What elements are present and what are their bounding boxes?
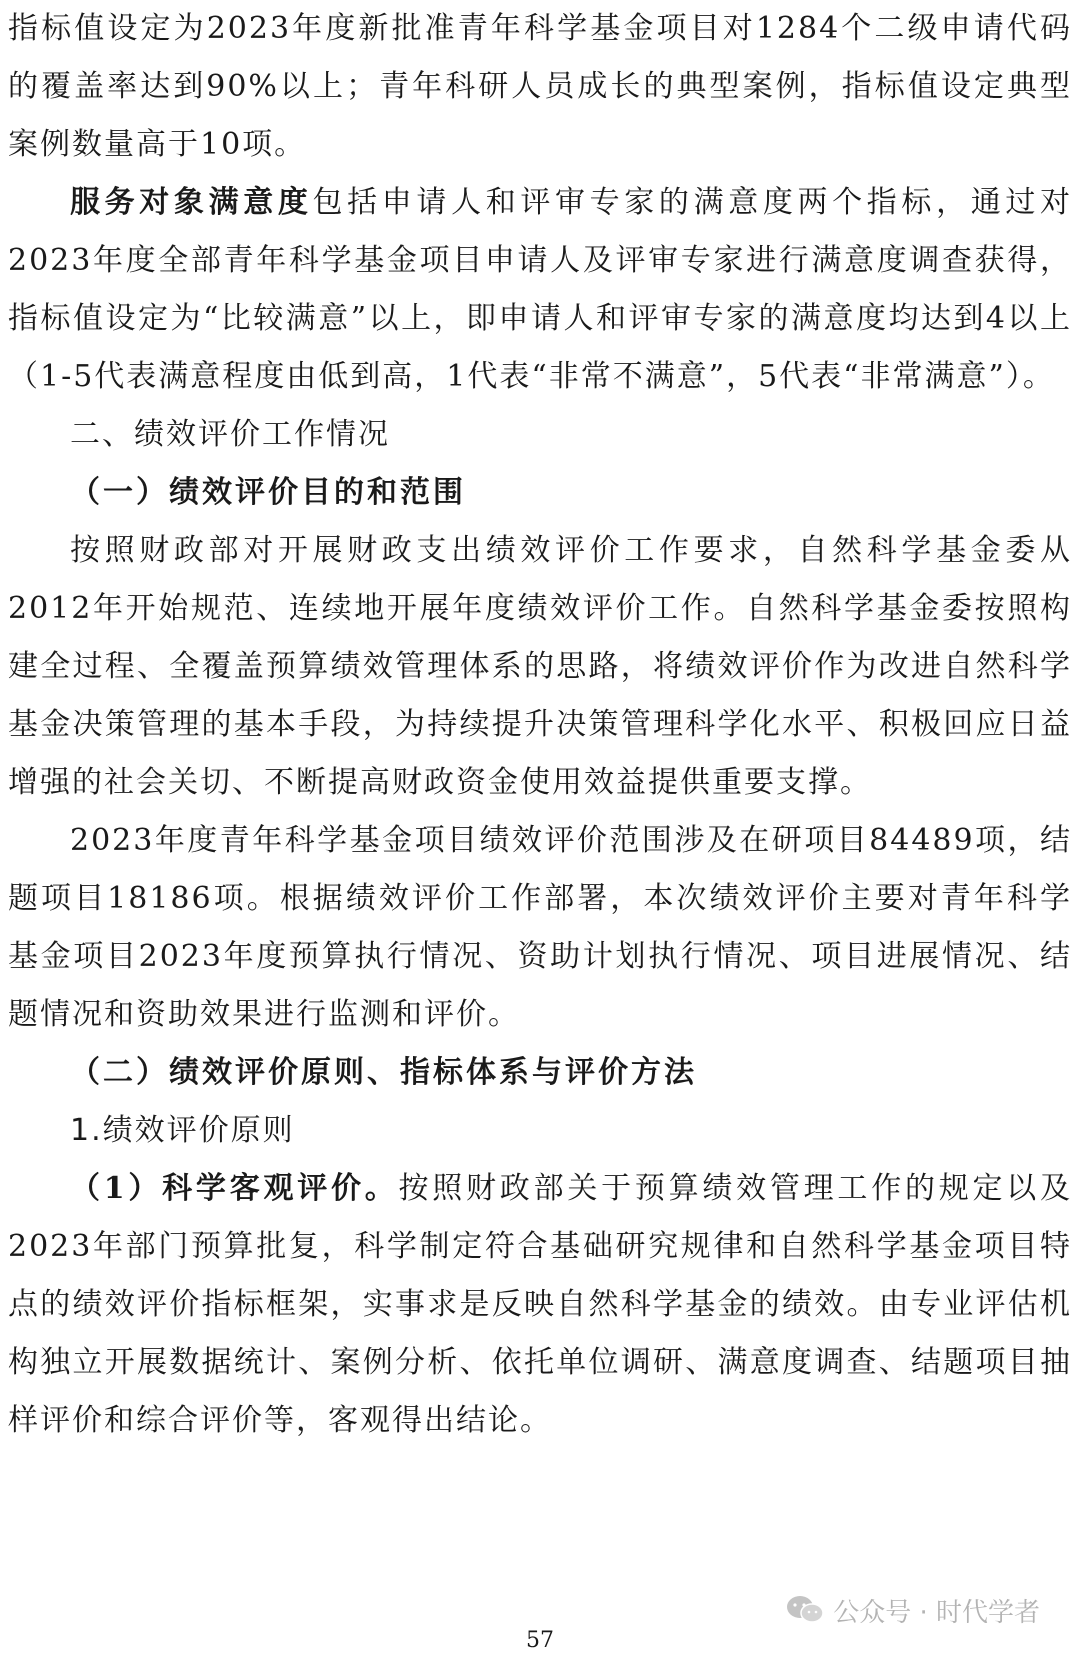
paragraph-evaluation-purpose: 按照财政部对开展财政支出绩效评价工作要求，自然科学基金委从2012年开始规范、连续地开展年度绩效评价工作。自然科学基金委按照构建全过程、全覆盖预算绩效管理体系的思路，将绩效评价作为改进自然科学基金决策管理的基本手段，为持续提升决策管理科学化水平、积极回应日益增强的社会关切、不断提高财政资金使用效益提供重要支撑。 [8, 533, 1072, 800]
page-number: 57 [526, 1628, 554, 1653]
watermark-text: 公众号 · 时代学者 [833, 1597, 1040, 1628]
section-heading-evaluation-work: 二、绩效评价工作情况 [70, 417, 390, 452]
document-page [8, 0, 1072, 1450]
paragraph-satisfaction [8, 174, 1072, 406]
subsection-heading-purpose-scope: （一）绩效评价目的和范围 [70, 475, 466, 510]
watermark [785, 1590, 1040, 1630]
term-scientific-objective: （1）科学客观评价。 [70, 1171, 399, 1206]
paragraph-scientific-objective [8, 1160, 1072, 1450]
wechat-icon [785, 1594, 825, 1626]
satisfaction-text: 包括申请人和评审专家的满意度两个指标，通过对2023年度全部青年科学基金项目申请人及评审专家进行满意度调查获得，指标值设定为“比较满意”以上，即申请人和评审专家的满意度均达到4以上（1-5代表满意程度由低到高，1代表“非常不满意”，5代表“非常满意”）。 [8, 185, 1072, 394]
paragraph-coverage-indicator: 指标值设定为2023年度新批准青年科学基金项目对1284个二级申请代码的覆盖率达到90%以上；青年科研人员成长的典型案例，指标值设定典型案例数量高于10项。 [8, 11, 1072, 162]
term-service-satisfaction: 服务对象满意度 [70, 185, 313, 220]
subsection-heading-principles-methods: （二）绩效评价原则、指标体系与评价方法 [70, 1055, 697, 1090]
paragraph-evaluation-scope: 2023年度青年科学基金项目绩效评价范围涉及在研项目84489项，结题项目18186项。根据绩效评价工作部署，本次绩效评价主要对青年科学基金项目2023年度预算执行情况、资助计划执行情况、项目进展情况、结题情况和资助效果进行监测和评价。 [8, 823, 1072, 1032]
scientific-objective-text: 按照财政部关于预算绩效管理工作的规定以及2023年部门预算批复，科学制定符合基础研究规律和自然科学基金项目特点的绩效评价指标框架，实事求是反映自然科学基金的绩效。由专业评估机构独立开展数据统计、案例分析、依托单位调研、满意度调查、结题项目抽样评价和综合评价等，客观得出结论。 [8, 1171, 1073, 1438]
heading-evaluation-principles: 1.绩效评价原则 [70, 1113, 295, 1148]
